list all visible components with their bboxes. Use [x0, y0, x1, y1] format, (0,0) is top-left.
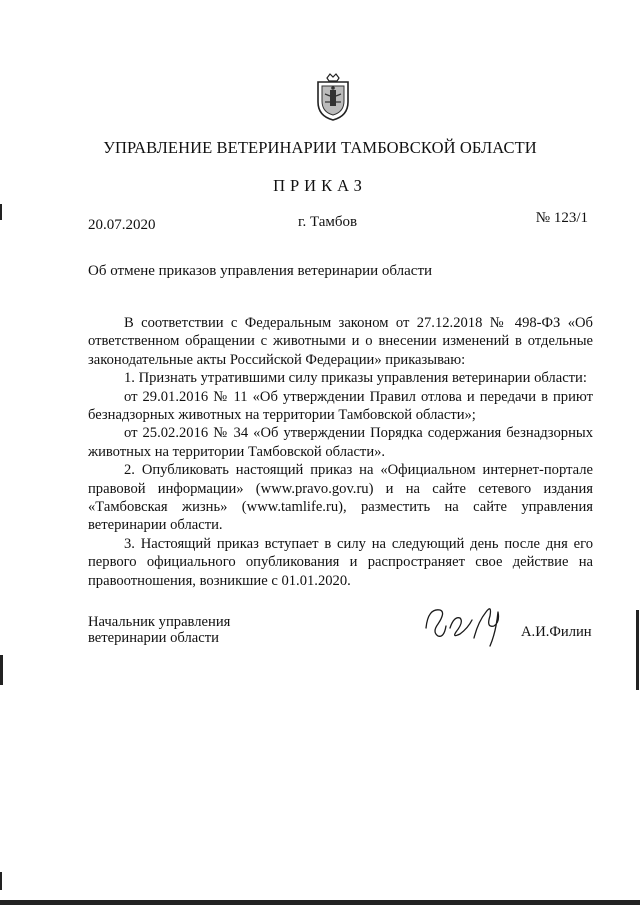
- signatory-position: [88, 614, 230, 646]
- document-type: ПРИКАЗ: [273, 176, 367, 195]
- scan-edge-left-top: [0, 204, 2, 220]
- document-body: [88, 314, 593, 590]
- signatory-name: А.И.Филин: [521, 624, 592, 640]
- position-line-1: Начальник управления: [88, 614, 231, 630]
- item-3-paragraph: 3. Настоящий приказ вступает в силу на следующий день после дня его первого официального опубликования и распространяет свое действие на правоотношения, возникшие с 01.01.2020.: [88, 535, 593, 589]
- document-city: г. Тамбов: [298, 214, 358, 230]
- document-subject: Об отмене приказов управления ветеринарии области: [88, 263, 433, 279]
- scan-edge-left-bottom: [0, 655, 3, 685]
- item-1a-paragraph: от 29.01.2016 № 11 «Об утверждении Правил отлова и передачи в приют безнадзорных животных на территории Тамбовской области»;: [88, 388, 593, 424]
- item-1b-paragraph: от 25.02.2016 № 34 «Об утверждении Порядка содержания безнадзорных животных на территории Тамбовской области».: [88, 425, 593, 460]
- preamble-paragraph: В соответствии с Федеральным законом от 27.12.2018 № 498-ФЗ «Об ответственном обращении с животными и о внесении изменений в отдельные законодательные акты Российской Федерации» приказываю:: [88, 315, 593, 368]
- document-number: № 123/1: [535, 210, 588, 226]
- coat-of-arms-icon: [313, 72, 353, 122]
- document-date: 20.07.2020: [88, 217, 156, 233]
- scan-edge-right: [636, 610, 639, 690]
- organization-name: УПРАВЛЕНИЕ ВЕТЕРИНАРИИ ТАМБОВСКОЙ ОБЛАСТИ: [103, 138, 537, 157]
- item-2-paragraph: 2. Опубликовать настоящий приказ на «Официальном интернет-портале правовой информации» (www.pravo.gov.ru) и на сайте сетевого издания «Тамбовская жизнь» (www.tamlife.ru), разместить на сайте управления ветеринарии области.: [88, 462, 593, 534]
- scan-edge-left-low: [0, 872, 2, 890]
- position-line-2: ветеринарии области: [88, 630, 219, 646]
- item-1-paragraph: 1. Признать утратившими силу приказы управления ветеринарии области:: [124, 370, 587, 387]
- handwritten-signature: [420, 598, 520, 650]
- scan-edge-bottom: [0, 900, 640, 905]
